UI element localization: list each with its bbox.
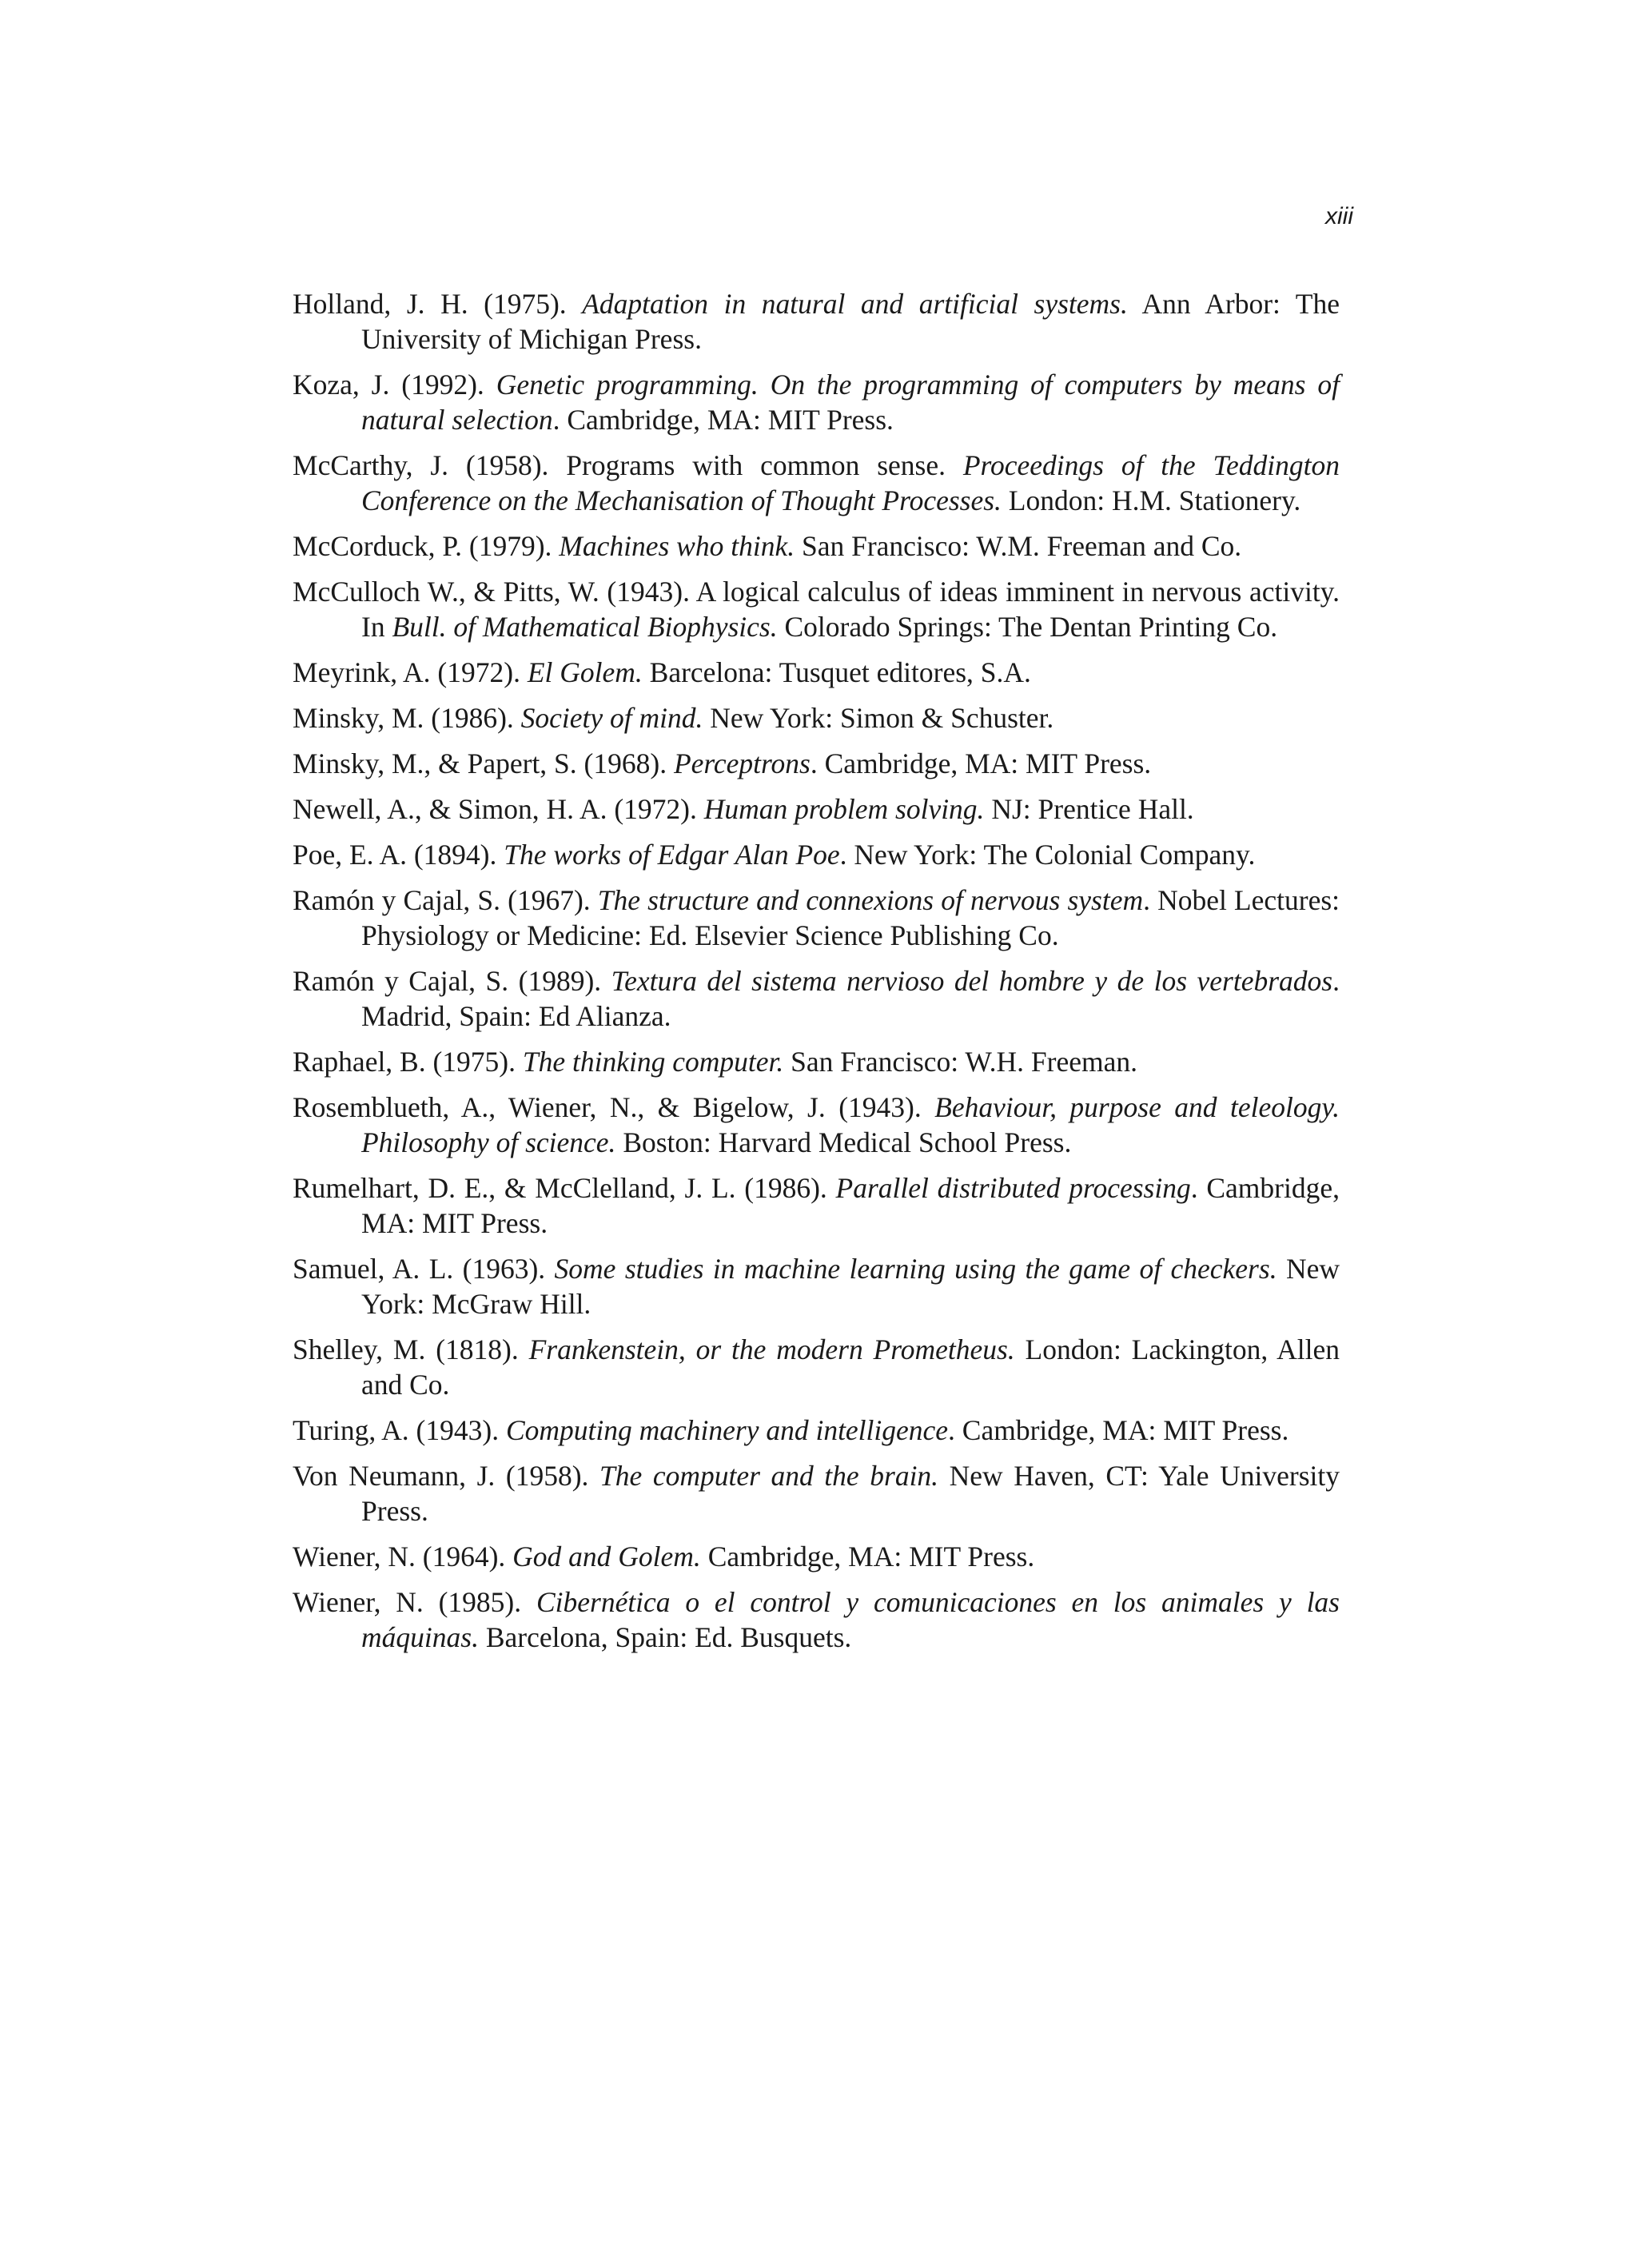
reference-title: Bull. of Mathematical Biophysics.	[392, 611, 778, 643]
reference-entry	[293, 1090, 1340, 1160]
reference-title: The works of Edgar Alan Poe	[504, 839, 840, 871]
reference-authors-year: McCulloch W., & Pitts, W. (1943). A logical calculus of ideas imminent in nervous activity. In	[293, 576, 1340, 643]
reference-authors-year: McCarthy, J. (1958). Programs with common sense.	[293, 449, 963, 481]
reference-authors-year: Von Neumann, J. (1958).	[293, 1460, 599, 1492]
page-number: xiii	[1325, 203, 1353, 229]
reference-publisher: . Madrid, Spain: Ed Alianza.	[361, 965, 1340, 1032]
reference-entry	[293, 1332, 1340, 1402]
reference-authors-year: Minsky, M., & Papert, S. (1968).	[293, 747, 674, 779]
reference-publisher: New Haven, CT: Yale University Press.	[361, 1460, 1340, 1527]
reference-authors-year: Wiener, N. (1985).	[293, 1586, 536, 1618]
reference-entry	[293, 1044, 1340, 1079]
reference-title: Behaviour, purpose and teleology. Philosophy of science.	[361, 1091, 1340, 1158]
reference-authors-year: Samuel, A. L. (1963).	[293, 1253, 555, 1285]
reference-title: Proceedings of the Teddington Conference on the Mechanisation of Thought Processes.	[361, 449, 1340, 516]
reference-publisher: San Francisco: W.M. Freeman and Co.	[795, 530, 1242, 562]
reference-publisher: Colorado Springs: The Dentan Printing Co.	[777, 611, 1278, 643]
reference-title: Human problem solving.	[703, 793, 985, 825]
reference-entry	[293, 528, 1340, 564]
reference-authors-year: Wiener, N. (1964).	[293, 1541, 513, 1572]
reference-entry	[293, 1170, 1340, 1241]
reference-title: The computer and the brain.	[599, 1460, 939, 1492]
reference-entry	[293, 1251, 1340, 1321]
reference-authors-year: Newell, A., & Simon, H. A. (1972).	[293, 793, 704, 825]
reference-authors-year: Minsky, M. (1986).	[293, 702, 521, 734]
reference-list	[293, 286, 1340, 1665]
reference-authors-year: Ramón y Cajal, S. (1967).	[293, 884, 598, 916]
reference-publisher: Barcelona, Spain: Ed. Busquets.	[478, 1621, 852, 1653]
reference-entry	[293, 963, 1340, 1034]
reference-authors-year: Rumelhart, D. E., & McClelland, J. L. (1986).	[293, 1172, 836, 1204]
reference-entry	[293, 1413, 1340, 1448]
reference-authors-year: Turing, A. (1943).	[293, 1414, 506, 1446]
reference-publisher: New York: McGraw Hill.	[361, 1253, 1340, 1320]
reference-title: The thinking computer.	[522, 1046, 784, 1078]
reference-title: El Golem.	[527, 656, 643, 688]
reference-publisher: . New York: The Colonial Company.	[839, 839, 1256, 871]
reference-publisher: London: H.M. Stationery.	[1001, 484, 1301, 516]
reference-publisher: Boston: Harvard Medical School Press.	[615, 1126, 1072, 1158]
reference-entry	[293, 746, 1340, 781]
reference-authors-year: Raphael, B. (1975).	[293, 1046, 523, 1078]
reference-publisher: . Cambridge, MA: MIT Press.	[552, 404, 894, 436]
reference-entry	[293, 1584, 1340, 1655]
reference-authors-year: Rosemblueth, A., Wiener, N., & Bigelow, J. (1943).	[293, 1091, 935, 1123]
reference-publisher: . Cambridge, MA: MIT Press.	[810, 747, 1152, 779]
reference-entry	[293, 574, 1340, 644]
reference-entry	[293, 700, 1340, 735]
reference-publisher: . Cambridge, MA: MIT Press.	[948, 1414, 1289, 1446]
reference-publisher: London: Lackington, Allen and Co.	[361, 1333, 1340, 1401]
reference-authors-year: Ramón y Cajal, S. (1989).	[293, 965, 611, 997]
reference-entry	[293, 1539, 1340, 1574]
reference-entry	[293, 1458, 1340, 1529]
reference-entry	[293, 367, 1340, 437]
reference-authors-year: Koza, J. (1992).	[293, 369, 496, 401]
reference-authors-year: Poe, E. A. (1894).	[293, 839, 504, 871]
reference-title: The structure and connexions of nervous system	[597, 884, 1144, 916]
reference-publisher: . Cambridge, MA: MIT Press.	[361, 1172, 1340, 1239]
reference-title: Adaptation in natural and artificial systems.	[582, 288, 1128, 320]
reference-title: Genetic programming. On the programming of computers by means of natural selection	[361, 369, 1340, 436]
reference-title: Textura del sistema nervioso del hombre y de los vertebrados	[611, 965, 1333, 997]
reference-publisher: New York: Simon & Schuster.	[703, 702, 1054, 734]
reference-publisher: Ann Arbor: The University of Michigan Press.	[361, 288, 1340, 355]
reference-entry	[293, 448, 1340, 518]
reference-publisher: . Nobel Lectures: Physiology or Medicine: Ed. Elsevier Science Publishing Co.	[361, 884, 1340, 951]
reference-entry	[293, 655, 1340, 690]
reference-authors-year: Holland, J. H. (1975).	[293, 288, 583, 320]
reference-authors-year: Shelley, M. (1818).	[293, 1333, 529, 1365]
reference-publisher: San Francisco: W.H. Freeman.	[783, 1046, 1137, 1078]
reference-title: Cibernética o el control y comunicaciones en los animales y las máquinas.	[361, 1586, 1340, 1653]
reference-authors-year: McCorduck, P. (1979).	[293, 530, 560, 562]
reference-title: Frankenstein, or the modern Prometheus.	[528, 1333, 1015, 1365]
reference-title: God and Golem.	[512, 1541, 701, 1572]
reference-title: Computing machinery and intelligence	[505, 1414, 949, 1446]
reference-title: Perceptrons	[673, 747, 811, 779]
reference-publisher: NJ: Prentice Hall.	[984, 793, 1194, 825]
reference-publisher: Cambridge, MA: MIT Press.	[700, 1541, 1035, 1572]
reference-entry	[293, 883, 1340, 953]
reference-title: Society of mind.	[520, 702, 703, 734]
reference-title: Machines who think.	[559, 530, 795, 562]
reference-authors-year: Meyrink, A. (1972).	[293, 656, 528, 688]
reference-title: Some studies in machine learning using the game of checkers.	[554, 1253, 1277, 1285]
reference-entry	[293, 837, 1340, 872]
reference-entry	[293, 791, 1340, 827]
reference-title: Parallel distributed processing	[835, 1172, 1191, 1204]
reference-publisher: Barcelona: Tusquet editores, S.A.	[642, 656, 1031, 688]
reference-entry	[293, 286, 1340, 357]
